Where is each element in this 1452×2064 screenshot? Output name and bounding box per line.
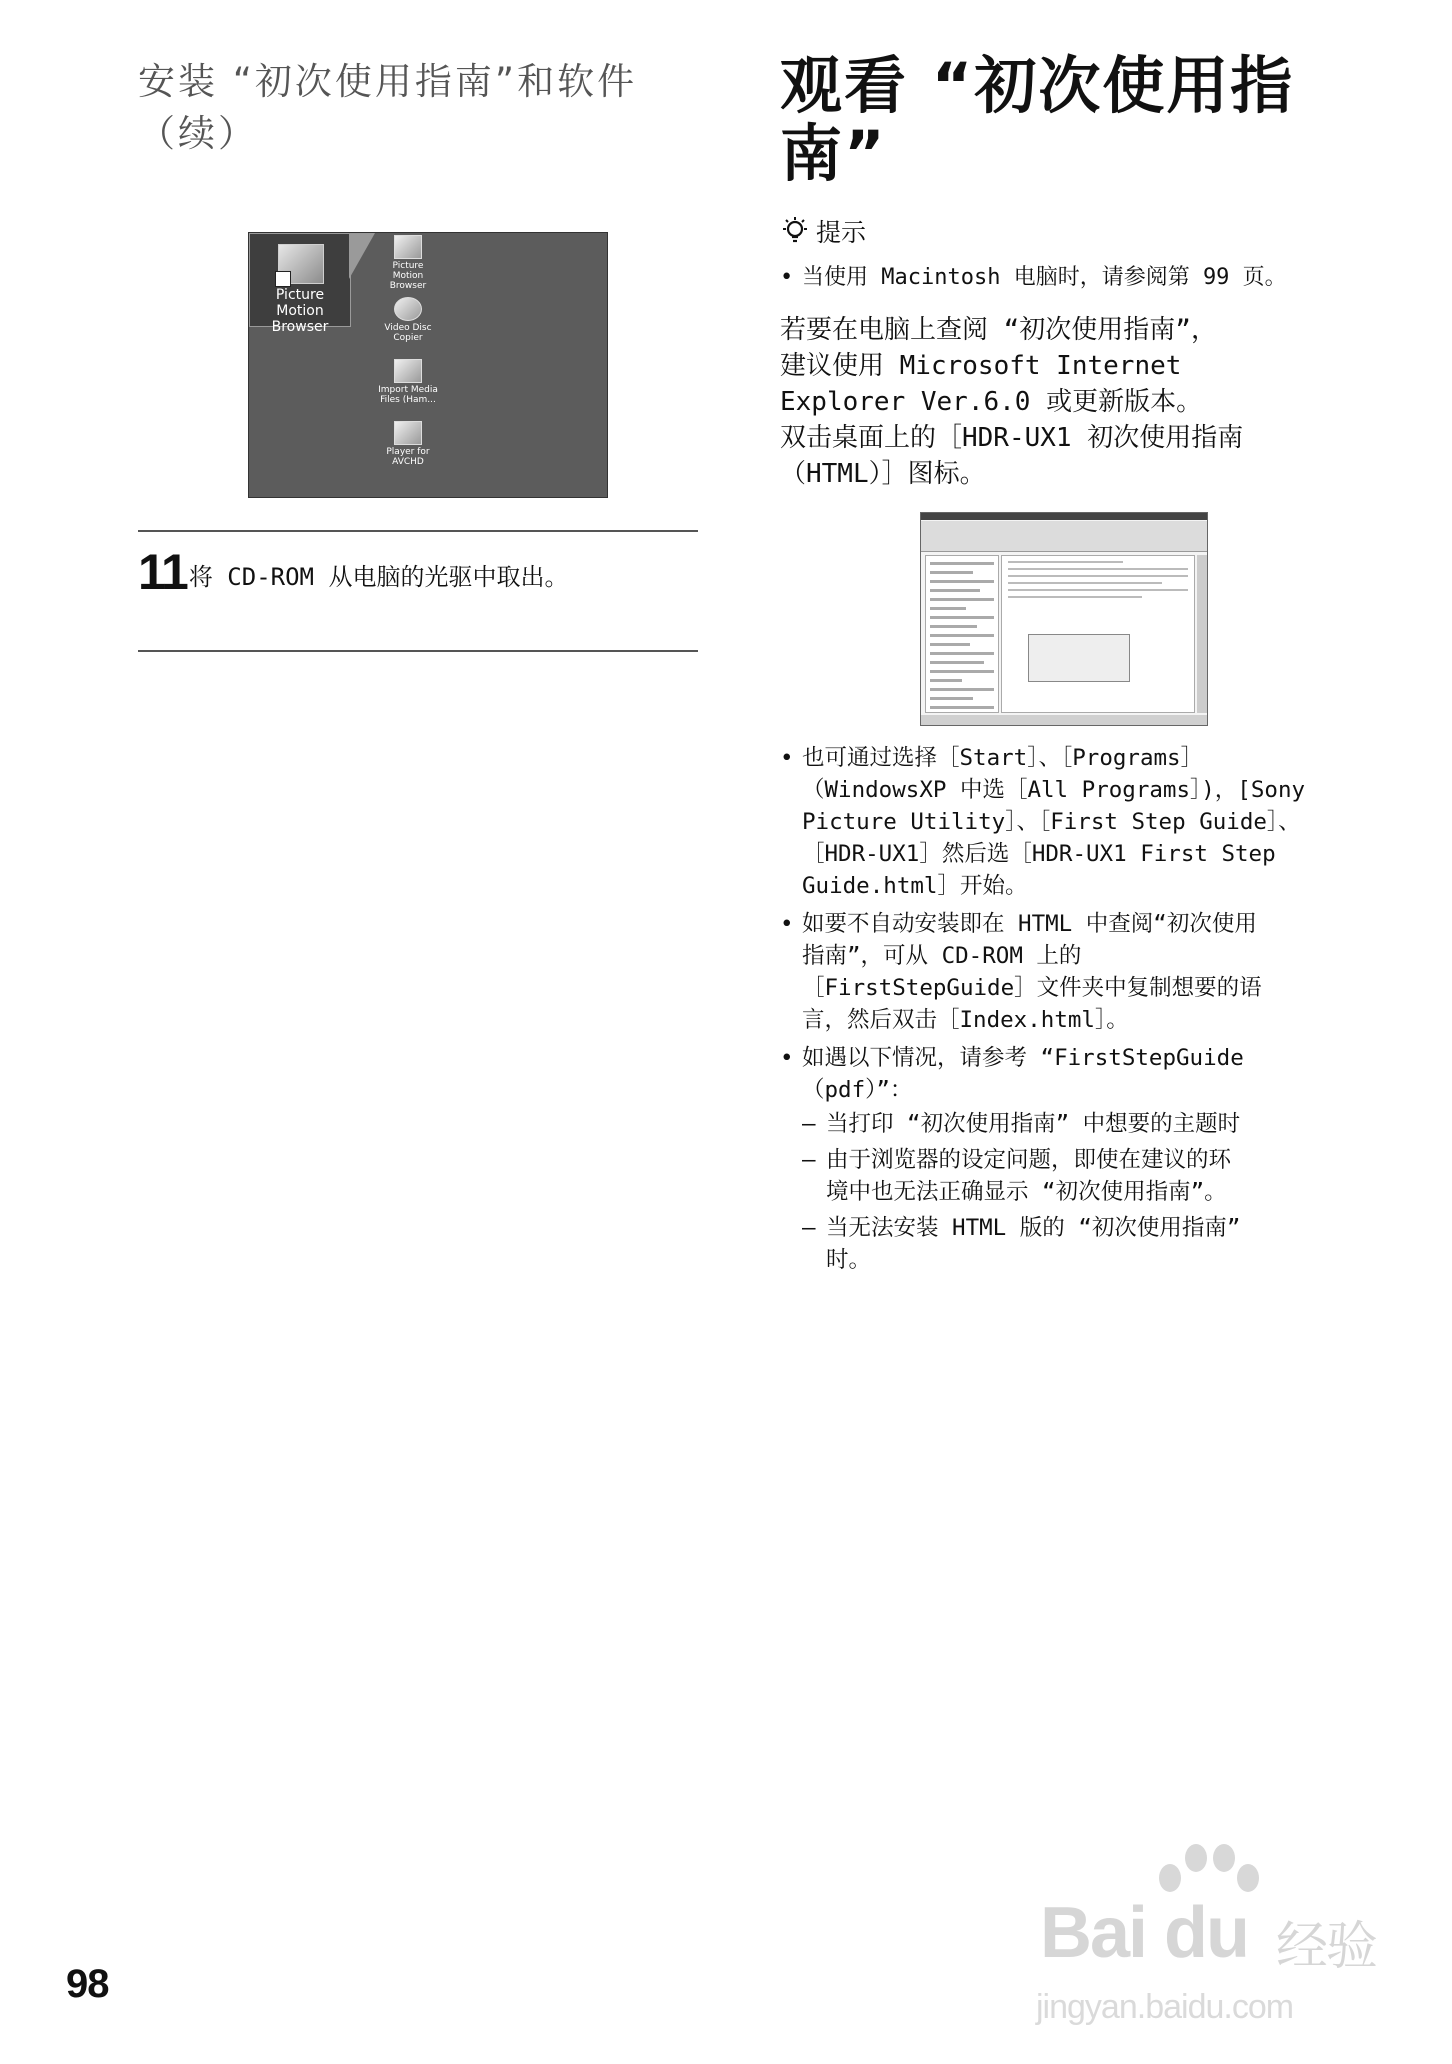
baidu-watermark [1030,1840,1400,2040]
page-title: 观看 “初次使用指 南” [780,49,1295,190]
disc-icon [394,297,422,321]
section-heading-line-1: 安装 “初次使用指南”和软件 [138,60,638,103]
step-text: 将 CD-ROM 从电脑的光驱中取出。 [188,563,569,591]
import-icon [394,359,422,383]
folder-pictures-icon [394,235,422,259]
note-item: • 也可通过选择［Start］、［Programs］ （WindowsXP 中选［All Programs］)，[Sony Picture Utility］、［First Step Guide］、 ［HDR-UX1］然后选［HDR-UX1 First Step Guide.html］开始。 [780,742,1360,902]
step-11 [138,544,698,601]
hint-heading: 提示 [780,216,866,249]
sub-note-item: – 由于浏览器的设定问题，即使在建议的环 境中也无法正确显示 “初次使用指南”。 [780,1144,1360,1208]
desktop-icon-video-disc-copier: Video Disc Copier [377,297,439,357]
desktop-icon-column [377,233,439,481]
section-heading-line-2: （续） [138,112,258,155]
notes-list [780,742,1360,1276]
step-number: 11 [138,544,187,600]
title-bar [921,513,1207,520]
step-bottom-rule [138,650,698,652]
contents-pane [925,555,999,713]
hint-list [780,262,1350,300]
section-heading [138,56,718,160]
intro-paragraph: 若要在电脑上查阅 “初次使用指南”， 建议使用 Microsoft Internet Explorer Ver.6.0 或更新版本。 双击桌面上的［HDR-UX1 初次使用指南 （HTML）］图标。 [780,315,1244,489]
page-number: 98 [66,1962,109,2006]
note-item: • 如要不自动安装即在 HTML 中查阅“初次使用 指南”，可从 CD-ROM 上的 ［FirstStepGuide］文件夹中复制想要的语 言，然后双击［Index.html］。 [780,908,1360,1036]
watermark-brand: Bai du [1040,1893,1249,1973]
taskbar [921,715,1207,725]
selected-icon-label: Picture Motion Browser [271,287,329,335]
lightbulb-icon [780,216,810,246]
scrollbar [1197,555,1207,713]
sub-note-item: – 当无法安装 HTML 版的 “初次使用指南” 时。 [780,1212,1360,1276]
toolbar [921,521,1207,552]
watermark-url: jingyan.baidu.com [1036,1988,1294,2026]
sub-note-item: – 当打印 “初次使用指南” 中想要的主题时 [780,1108,1360,1140]
watermark-brand-cn: 经验 [1276,1917,1377,1977]
picture-motion-browser-icon [278,244,324,284]
selected-desktop-icon [249,233,351,335]
browser-screenshot [920,512,1208,726]
desktop-screenshot [248,232,608,498]
desktop-icon-picture-motion-browser: Picture Motion Browser [377,235,439,295]
player-icon [394,421,422,445]
hint-item: • 当使用 Macintosh 电脑时，请参阅第 99 页。 [780,262,1350,294]
desktop-icon-player-avchd: Player for AVCHD [377,421,439,481]
step-top-rule [138,530,698,532]
desktop-icon-import-media: Import Media Files (Ham... [377,359,439,419]
note-item: • 如遇以下情况，请参考 “FirstStepGuide （pdf）”： [780,1042,1360,1106]
callout-wedge [349,233,375,279]
content-pane [1001,555,1195,713]
camera-illustration [1028,634,1130,682]
